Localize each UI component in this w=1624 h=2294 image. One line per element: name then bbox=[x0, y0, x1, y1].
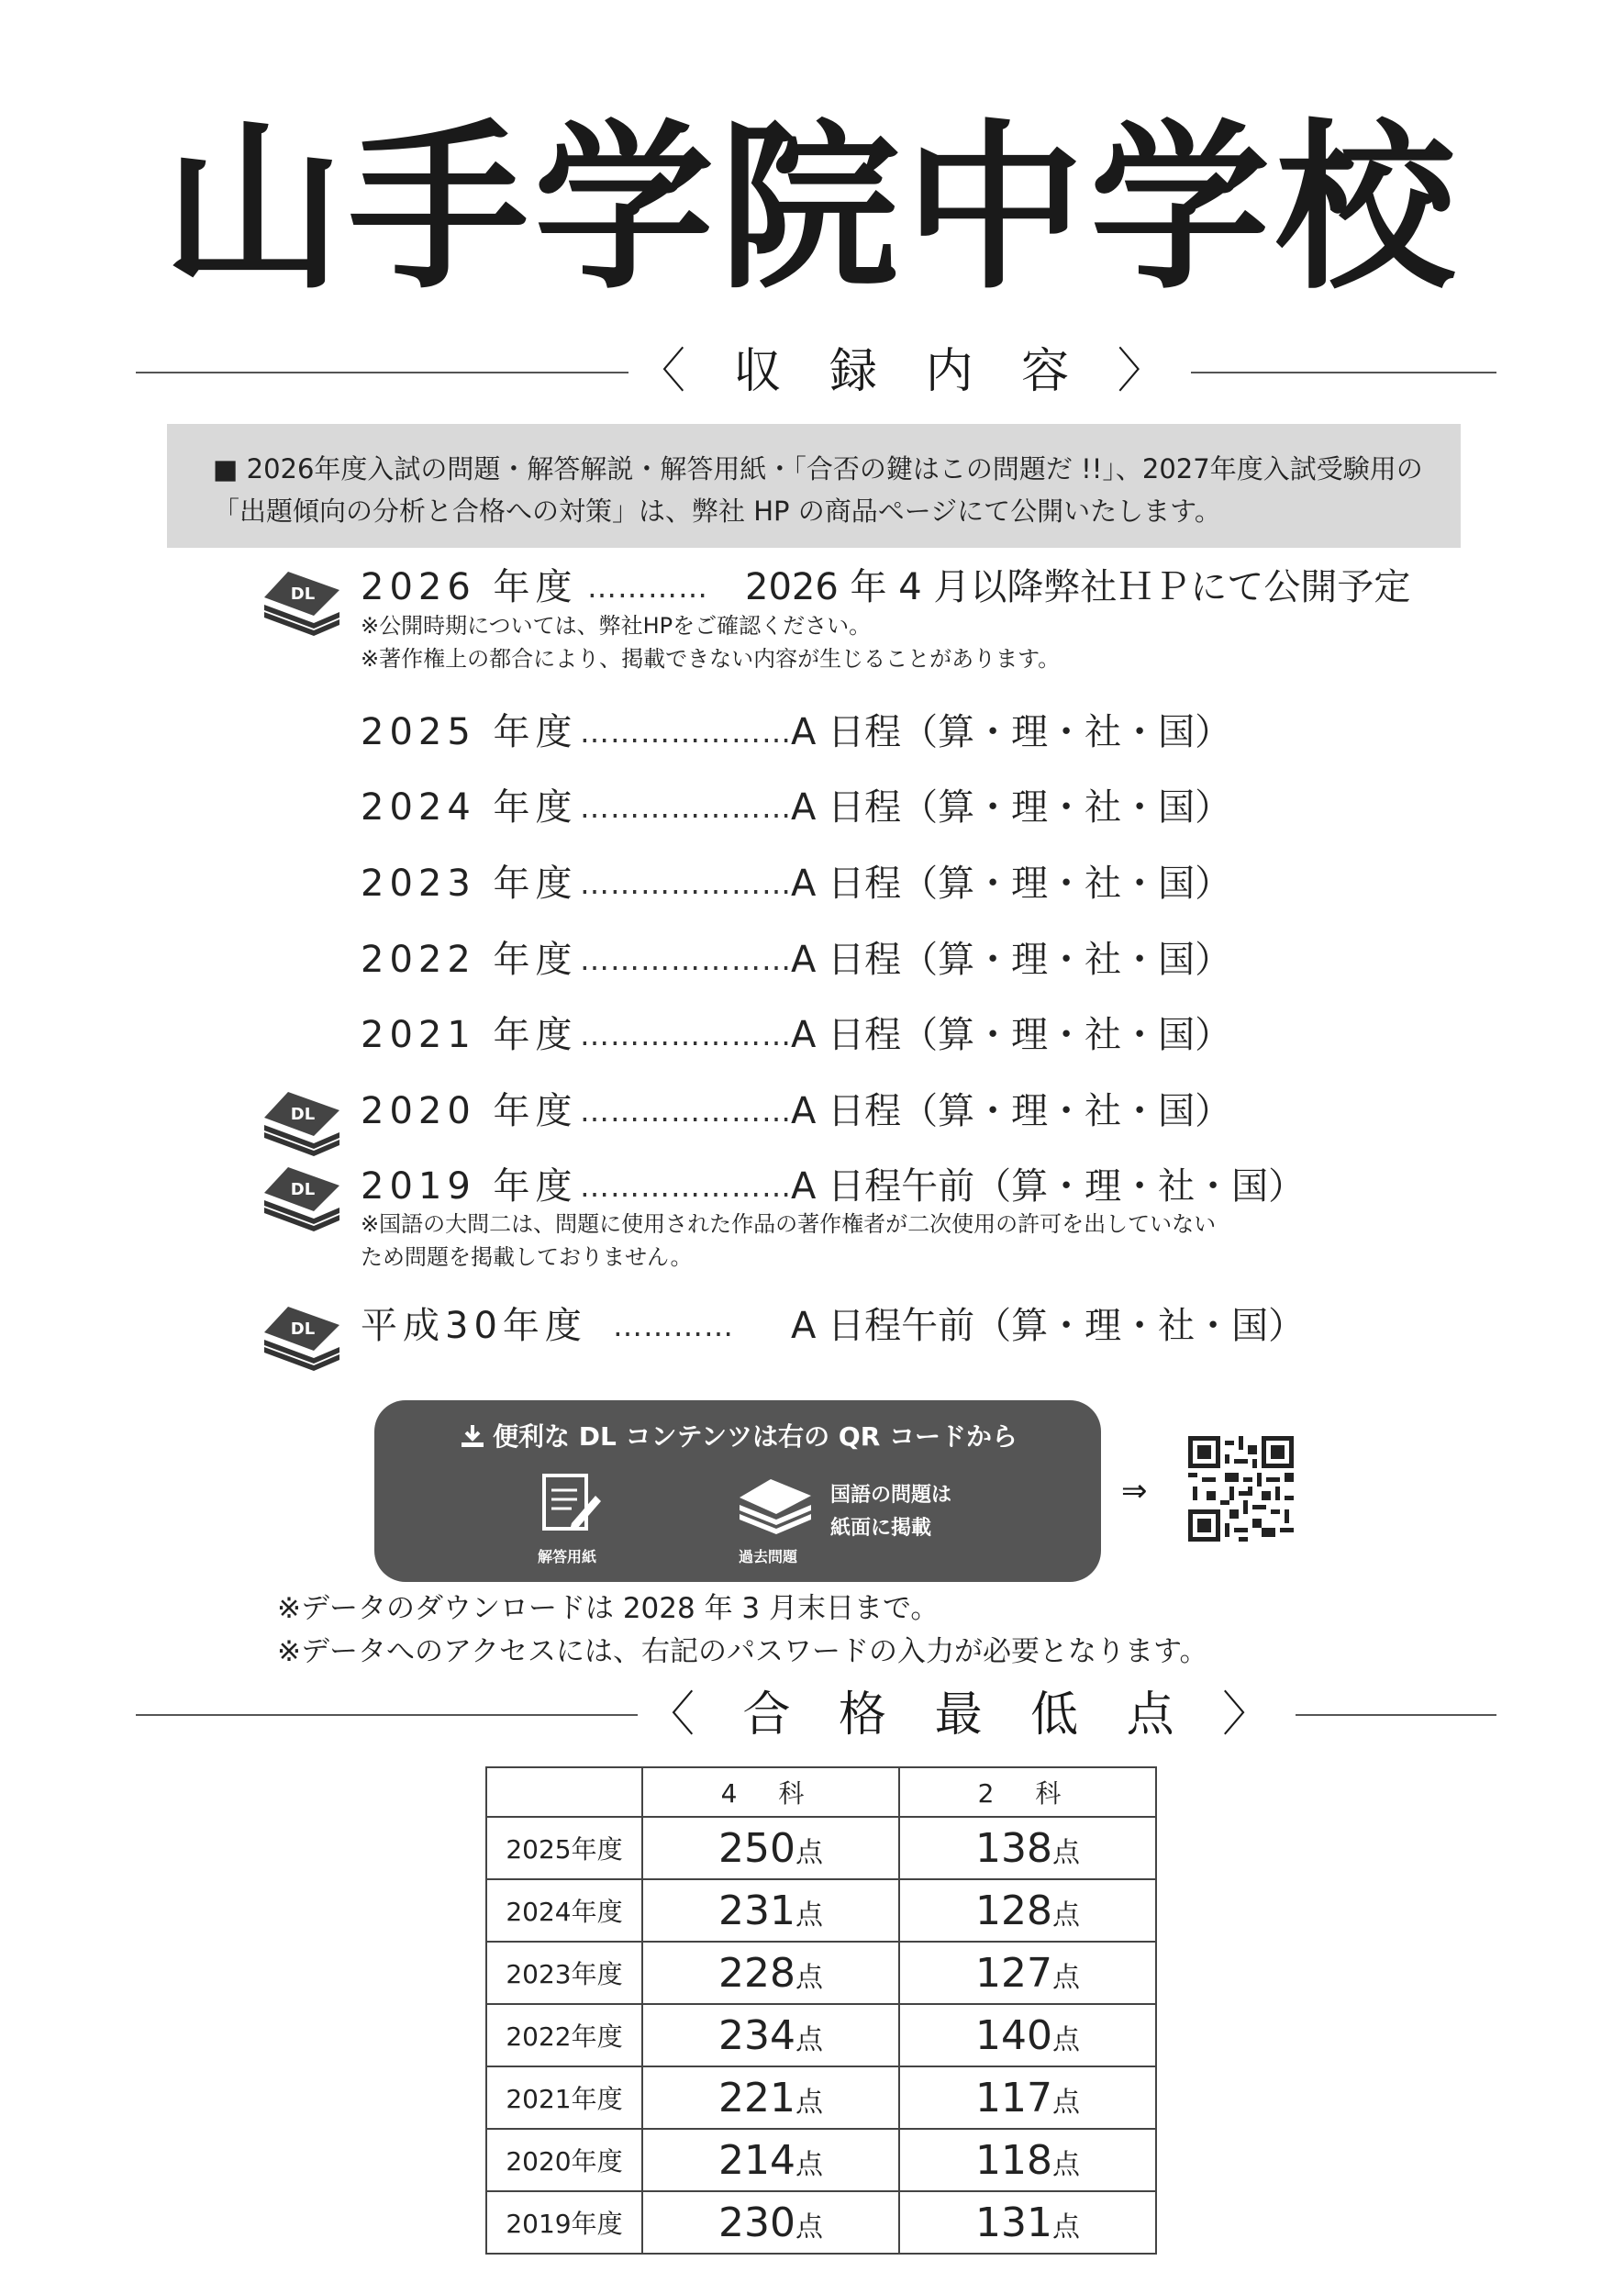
score-two: 128点 bbox=[899, 1879, 1156, 1942]
notice-box bbox=[167, 424, 1461, 548]
qr-code-icon[interactable] bbox=[1188, 1436, 1294, 1542]
score-two: 131点 bbox=[899, 2191, 1156, 2254]
entry-desc: A 日程（算・理・社・国） bbox=[791, 1014, 1232, 1056]
table-row bbox=[486, 1942, 1156, 2004]
dl-icon bbox=[257, 1085, 345, 1158]
entry-leader: ………………… bbox=[580, 790, 792, 825]
entry-leader: ………………… bbox=[580, 942, 792, 977]
dl-icon bbox=[257, 564, 345, 638]
score-two: 140点 bbox=[899, 2004, 1156, 2066]
table-header-row bbox=[486, 1767, 1156, 1817]
score-four: 231点 bbox=[642, 1879, 899, 1942]
score-four: 214点 bbox=[642, 2129, 899, 2191]
dl-item-label: 解答用紙 bbox=[538, 1548, 597, 1565]
dl-icon-label: DL bbox=[290, 1180, 316, 1199]
row-year: 2022年度 bbox=[486, 2004, 642, 2066]
entry-leader: ………………… bbox=[580, 1018, 792, 1052]
row-year: 2019年度 bbox=[486, 2191, 642, 2254]
row-year: 2020年度 bbox=[486, 2129, 642, 2191]
entry-note: ※著作権上の都合により、掲載できない内容が生じることがあります。 bbox=[361, 646, 1061, 672]
table-row bbox=[486, 1817, 1156, 1879]
table-row bbox=[486, 2004, 1156, 2066]
entry-desc: A 日程午前（算・理・社・国） bbox=[791, 1165, 1306, 1208]
entry-desc: A 日程（算・理・社・国） bbox=[791, 939, 1232, 981]
dl-icon-label: DL bbox=[290, 1320, 316, 1339]
entry-year: 2022 年度 bbox=[361, 939, 578, 981]
score-four: 228点 bbox=[642, 1942, 899, 2004]
entry-leader: ………………… bbox=[580, 866, 792, 901]
entry-leader: ………………… bbox=[580, 1094, 792, 1129]
score-four: 230点 bbox=[642, 2191, 899, 2254]
entry-note: ※公開時期については、弊社HPをご確認ください。 bbox=[361, 613, 872, 639]
dl-item-note-line: 紙面に掲載 bbox=[830, 1517, 932, 1540]
download-icon bbox=[458, 1423, 487, 1449]
entry-year: 2026 年度 bbox=[361, 566, 578, 608]
dl-contents-heading bbox=[374, 1417, 1101, 1453]
dl-icon-label: DL bbox=[290, 1105, 316, 1124]
entry-desc: A 日程（算・理・社・国） bbox=[791, 711, 1232, 753]
notice-text: ■ 2026年度入試の問題・解答解説・解答用紙・「合否の鍵はこの問題だ !!」、2027年度入試受験用の「出題傾向の分析と合格への対策」は、弊社 HP の商品ページにて公開いたします。 bbox=[213, 453, 1423, 527]
arrow-icon: ⇒ bbox=[1121, 1473, 1148, 1509]
dl-item-label: 過去問題 bbox=[739, 1548, 798, 1565]
section-heading-contents: 〈 収 録 内 容 〉 bbox=[628, 348, 1191, 395]
row-year: 2023年度 bbox=[486, 1942, 642, 2004]
entry-note: ※国語の大問二は、問題に使用された作品の著作権者が二次使用の許可を出していない bbox=[361, 1211, 1217, 1237]
score-table bbox=[485, 1766, 1157, 2255]
entry-year: 2024 年度 bbox=[361, 786, 578, 829]
entry-year: 2020 年度 bbox=[361, 1090, 578, 1132]
answer-sheet-icon bbox=[535, 1468, 608, 1542]
footnote: ※データへのアクセスには、右記のパスワードの入力が必要となります。 bbox=[277, 1635, 1208, 1668]
score-two: 118点 bbox=[899, 2129, 1156, 2191]
entry-leader: ………… bbox=[587, 570, 708, 605]
score-four: 221点 bbox=[642, 2066, 899, 2129]
dl-contents-box bbox=[374, 1400, 1101, 1582]
table-header: 4 科 bbox=[642, 1767, 899, 1817]
score-four: 250点 bbox=[642, 1817, 899, 1879]
entry-desc: 2026 年 4 月以降弊社ＨＰにて公開予定 bbox=[745, 566, 1411, 608]
table-row bbox=[486, 1879, 1156, 1942]
entry-year: 2025 年度 bbox=[361, 711, 578, 753]
dl-icon bbox=[257, 1299, 345, 1373]
past-exams-icon bbox=[734, 1468, 817, 1542]
entry-desc: A 日程（算・理・社・国） bbox=[791, 863, 1232, 905]
table-row bbox=[486, 2066, 1156, 2129]
dl-contents-heading-text: 便利な DL コンテンツは右の QR コードから bbox=[492, 1421, 1018, 1452]
entry-leader: ………… bbox=[613, 1308, 734, 1343]
entry-desc: A 日程（算・理・社・国） bbox=[791, 1090, 1232, 1132]
score-two: 127点 bbox=[899, 1942, 1156, 2004]
entry-desc: A 日程午前（算・理・社・国） bbox=[791, 1305, 1306, 1347]
entry-leader: ………………… bbox=[580, 715, 792, 750]
row-year: 2021年度 bbox=[486, 2066, 642, 2129]
entry-note: ため問題を掲載しておりません。 bbox=[361, 1244, 693, 1270]
score-two: 138点 bbox=[899, 1817, 1156, 1879]
entry-year: 平成30年度 bbox=[361, 1305, 587, 1347]
dl-item-note-line: 国語の問題は bbox=[830, 1484, 952, 1507]
row-year: 2025年度 bbox=[486, 1817, 642, 1879]
table-row bbox=[486, 2129, 1156, 2191]
entry-desc: A 日程（算・理・社・国） bbox=[791, 786, 1232, 829]
dl-icon-label: DL bbox=[290, 585, 316, 604]
table-header bbox=[486, 1767, 642, 1817]
section-heading-scores: 〈 合 格 最 低 点 〉 bbox=[638, 1691, 1296, 1739]
page-title: 山手学院中学校 bbox=[162, 105, 1461, 314]
table-row bbox=[486, 2191, 1156, 2254]
dl-item-note bbox=[830, 1479, 951, 1545]
entry-year: 2019 年度 bbox=[361, 1165, 578, 1208]
score-two: 117点 bbox=[899, 2066, 1156, 2129]
footnote: ※データのダウンロードは 2028 年 3 月末日まで。 bbox=[277, 1592, 940, 1625]
row-year: 2024年度 bbox=[486, 1879, 642, 1942]
entry-year: 2023 年度 bbox=[361, 863, 578, 905]
dl-icon bbox=[257, 1160, 345, 1233]
entry-leader: ………………… bbox=[580, 1169, 792, 1204]
table-header: 2 科 bbox=[899, 1767, 1156, 1817]
entry-year: 2021 年度 bbox=[361, 1014, 578, 1056]
score-four: 234点 bbox=[642, 2004, 899, 2066]
